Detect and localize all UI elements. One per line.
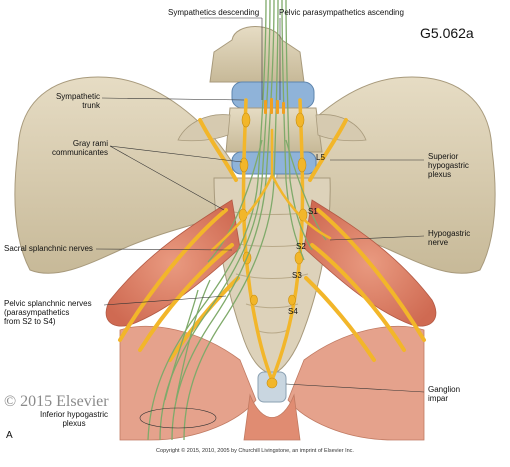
label-s4: S4 <box>288 307 298 316</box>
label-s1: S1 <box>308 207 318 216</box>
ganglion-impar-node <box>267 378 277 388</box>
copyright-line: Copyright © 2015, 2010, 2005 by Churchill Livingstone, an imprint of Elsevier Inc. <box>156 448 354 454</box>
figure-id: G5.062a <box>420 25 474 41</box>
label-sympathetic-trunk: Sympathetic trunk <box>55 92 100 111</box>
label-l5: L5 <box>316 153 325 162</box>
label-inferior-hypogastric-plexus: Inferior hypogastric plexus <box>39 410 109 429</box>
label-s3: S3 <box>292 271 302 280</box>
label-sacral-splanchnic-nerves: Sacral splanchnic nerves <box>4 244 93 253</box>
pelvic-floor-right <box>288 326 424 440</box>
label-pelvic-parasympathetics-ascending: Pelvic parasympathetics ascending <box>279 8 404 17</box>
label-pelvic-splanchnic-nerves: Pelvic splanchnic nerves (parasympathetics from S2 to S4) <box>4 299 92 327</box>
l4-vertebra <box>210 27 304 83</box>
label-superior-hypogastric-plexus: Superior hypogastric plexus <box>428 152 469 180</box>
copyright-watermark: © 2015 Elsevier <box>4 393 109 410</box>
panel-letter: A <box>6 430 13 441</box>
label-hypogastric-nerve: Hypogastric nerve <box>428 229 471 248</box>
label-sympathetics-descending: Sympathetics descending <box>168 8 260 17</box>
label-ganglion-impar: Ganglion impar <box>428 385 461 404</box>
label-gray-rami-communicantes: Gray rami communicantes <box>51 139 108 158</box>
label-s2: S2 <box>296 242 306 251</box>
l5-vertebra <box>226 108 322 152</box>
